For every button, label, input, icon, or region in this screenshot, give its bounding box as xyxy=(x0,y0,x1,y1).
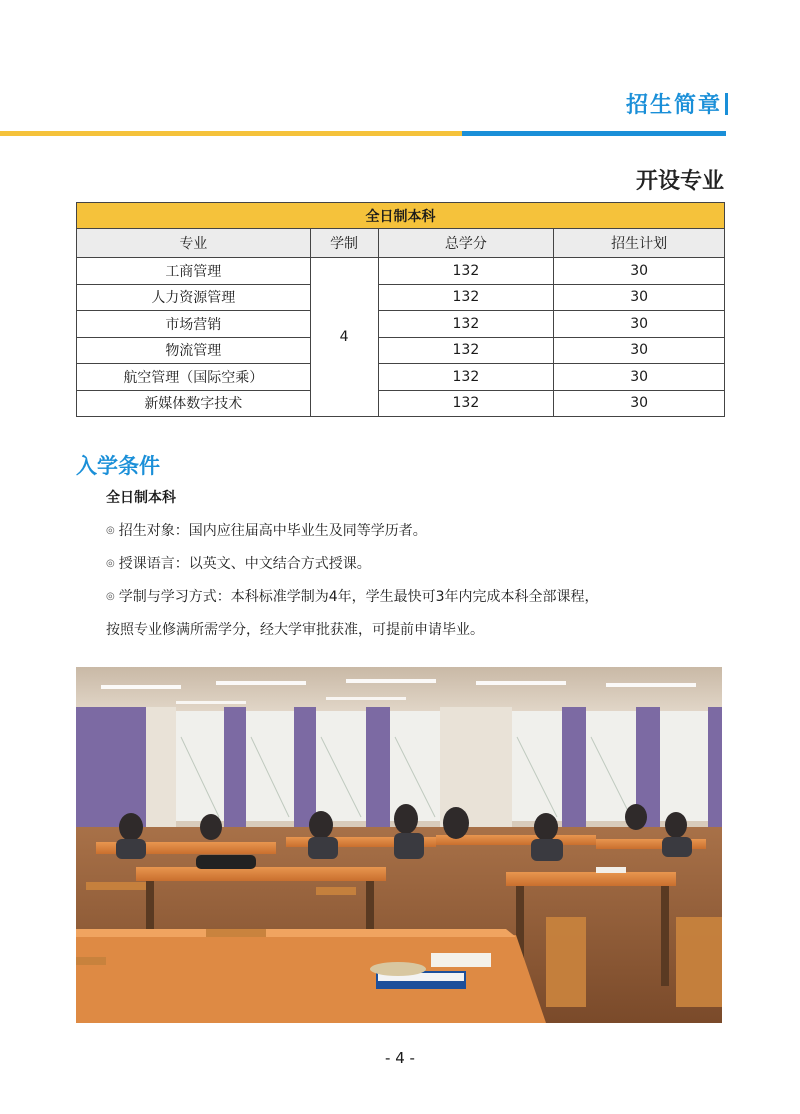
credits-cell: 132 xyxy=(378,311,554,338)
bullet-item xyxy=(106,520,427,540)
table-row xyxy=(77,364,725,391)
table-banner: 全日制本科 xyxy=(77,203,725,229)
major-cell: 物流管理 xyxy=(77,337,311,364)
library-photo xyxy=(76,667,722,1023)
credits-cell: 132 xyxy=(378,390,554,417)
column-header-credits: 总学分 xyxy=(378,229,554,258)
majors-table xyxy=(76,202,725,417)
bullet-symbol-icon: ◎ xyxy=(106,591,115,602)
bullet-text: 学制与学习方式：本科标准学制为4年，学生最快可3年内完成本科全部课程， xyxy=(118,589,599,605)
credits-cell: 132 xyxy=(378,284,554,311)
major-cell: 新媒体数字技术 xyxy=(77,390,311,417)
bullet-text: 授课语言：以英文、中文结合方式授课。 xyxy=(118,556,371,572)
header-line-yellow xyxy=(0,131,462,136)
column-header-plan: 招生计划 xyxy=(554,229,725,258)
table-row xyxy=(77,390,725,417)
admission-section-title: 入学条件 xyxy=(76,454,160,478)
majors-section-title: 开设专业 xyxy=(635,169,724,194)
brand-title-text: 招生简章 xyxy=(625,93,722,118)
plan-cell: 30 xyxy=(554,284,725,311)
major-cell: 人力资源管理 xyxy=(77,284,311,311)
header-line-blue xyxy=(462,131,726,136)
column-header-major: 专业 xyxy=(77,229,311,258)
table-row xyxy=(77,258,725,285)
credits-cell: 132 xyxy=(378,258,554,285)
table-row xyxy=(77,311,725,338)
major-cell: 工商管理 xyxy=(77,258,311,285)
plan-cell: 30 xyxy=(554,311,725,338)
major-cell: 航空管理（国际空乘） xyxy=(77,364,311,391)
brand-title xyxy=(626,88,728,119)
plan-cell: 30 xyxy=(554,258,725,285)
bullet-symbol-icon: ◎ xyxy=(106,558,115,569)
table-row xyxy=(77,337,725,364)
credits-cell: 132 xyxy=(378,337,554,364)
brand-bar-mark xyxy=(725,93,728,115)
credits-cell: 132 xyxy=(378,364,554,391)
page-number: - 4 - xyxy=(385,1049,415,1067)
plan-cell: 30 xyxy=(554,364,725,391)
bullet-continuation: 按照专业修满所需学分，经大学审批获准，可提前申请毕业。 xyxy=(106,622,484,638)
table-row xyxy=(77,284,725,311)
major-cell: 市场营销 xyxy=(77,311,311,338)
bullet-symbol-icon: ◎ xyxy=(106,525,115,536)
bullet-item xyxy=(106,586,599,606)
plan-cell: 30 xyxy=(554,337,725,364)
admission-subheading: 全日制本科 xyxy=(106,490,176,506)
column-header-duration: 学制 xyxy=(310,229,378,258)
bullet-item xyxy=(106,553,371,573)
duration-cell: 4 xyxy=(310,258,378,417)
bullet-text: 招生对象：国内应往届高中毕业生及同等学历者。 xyxy=(118,523,427,539)
plan-cell: 30 xyxy=(554,390,725,417)
